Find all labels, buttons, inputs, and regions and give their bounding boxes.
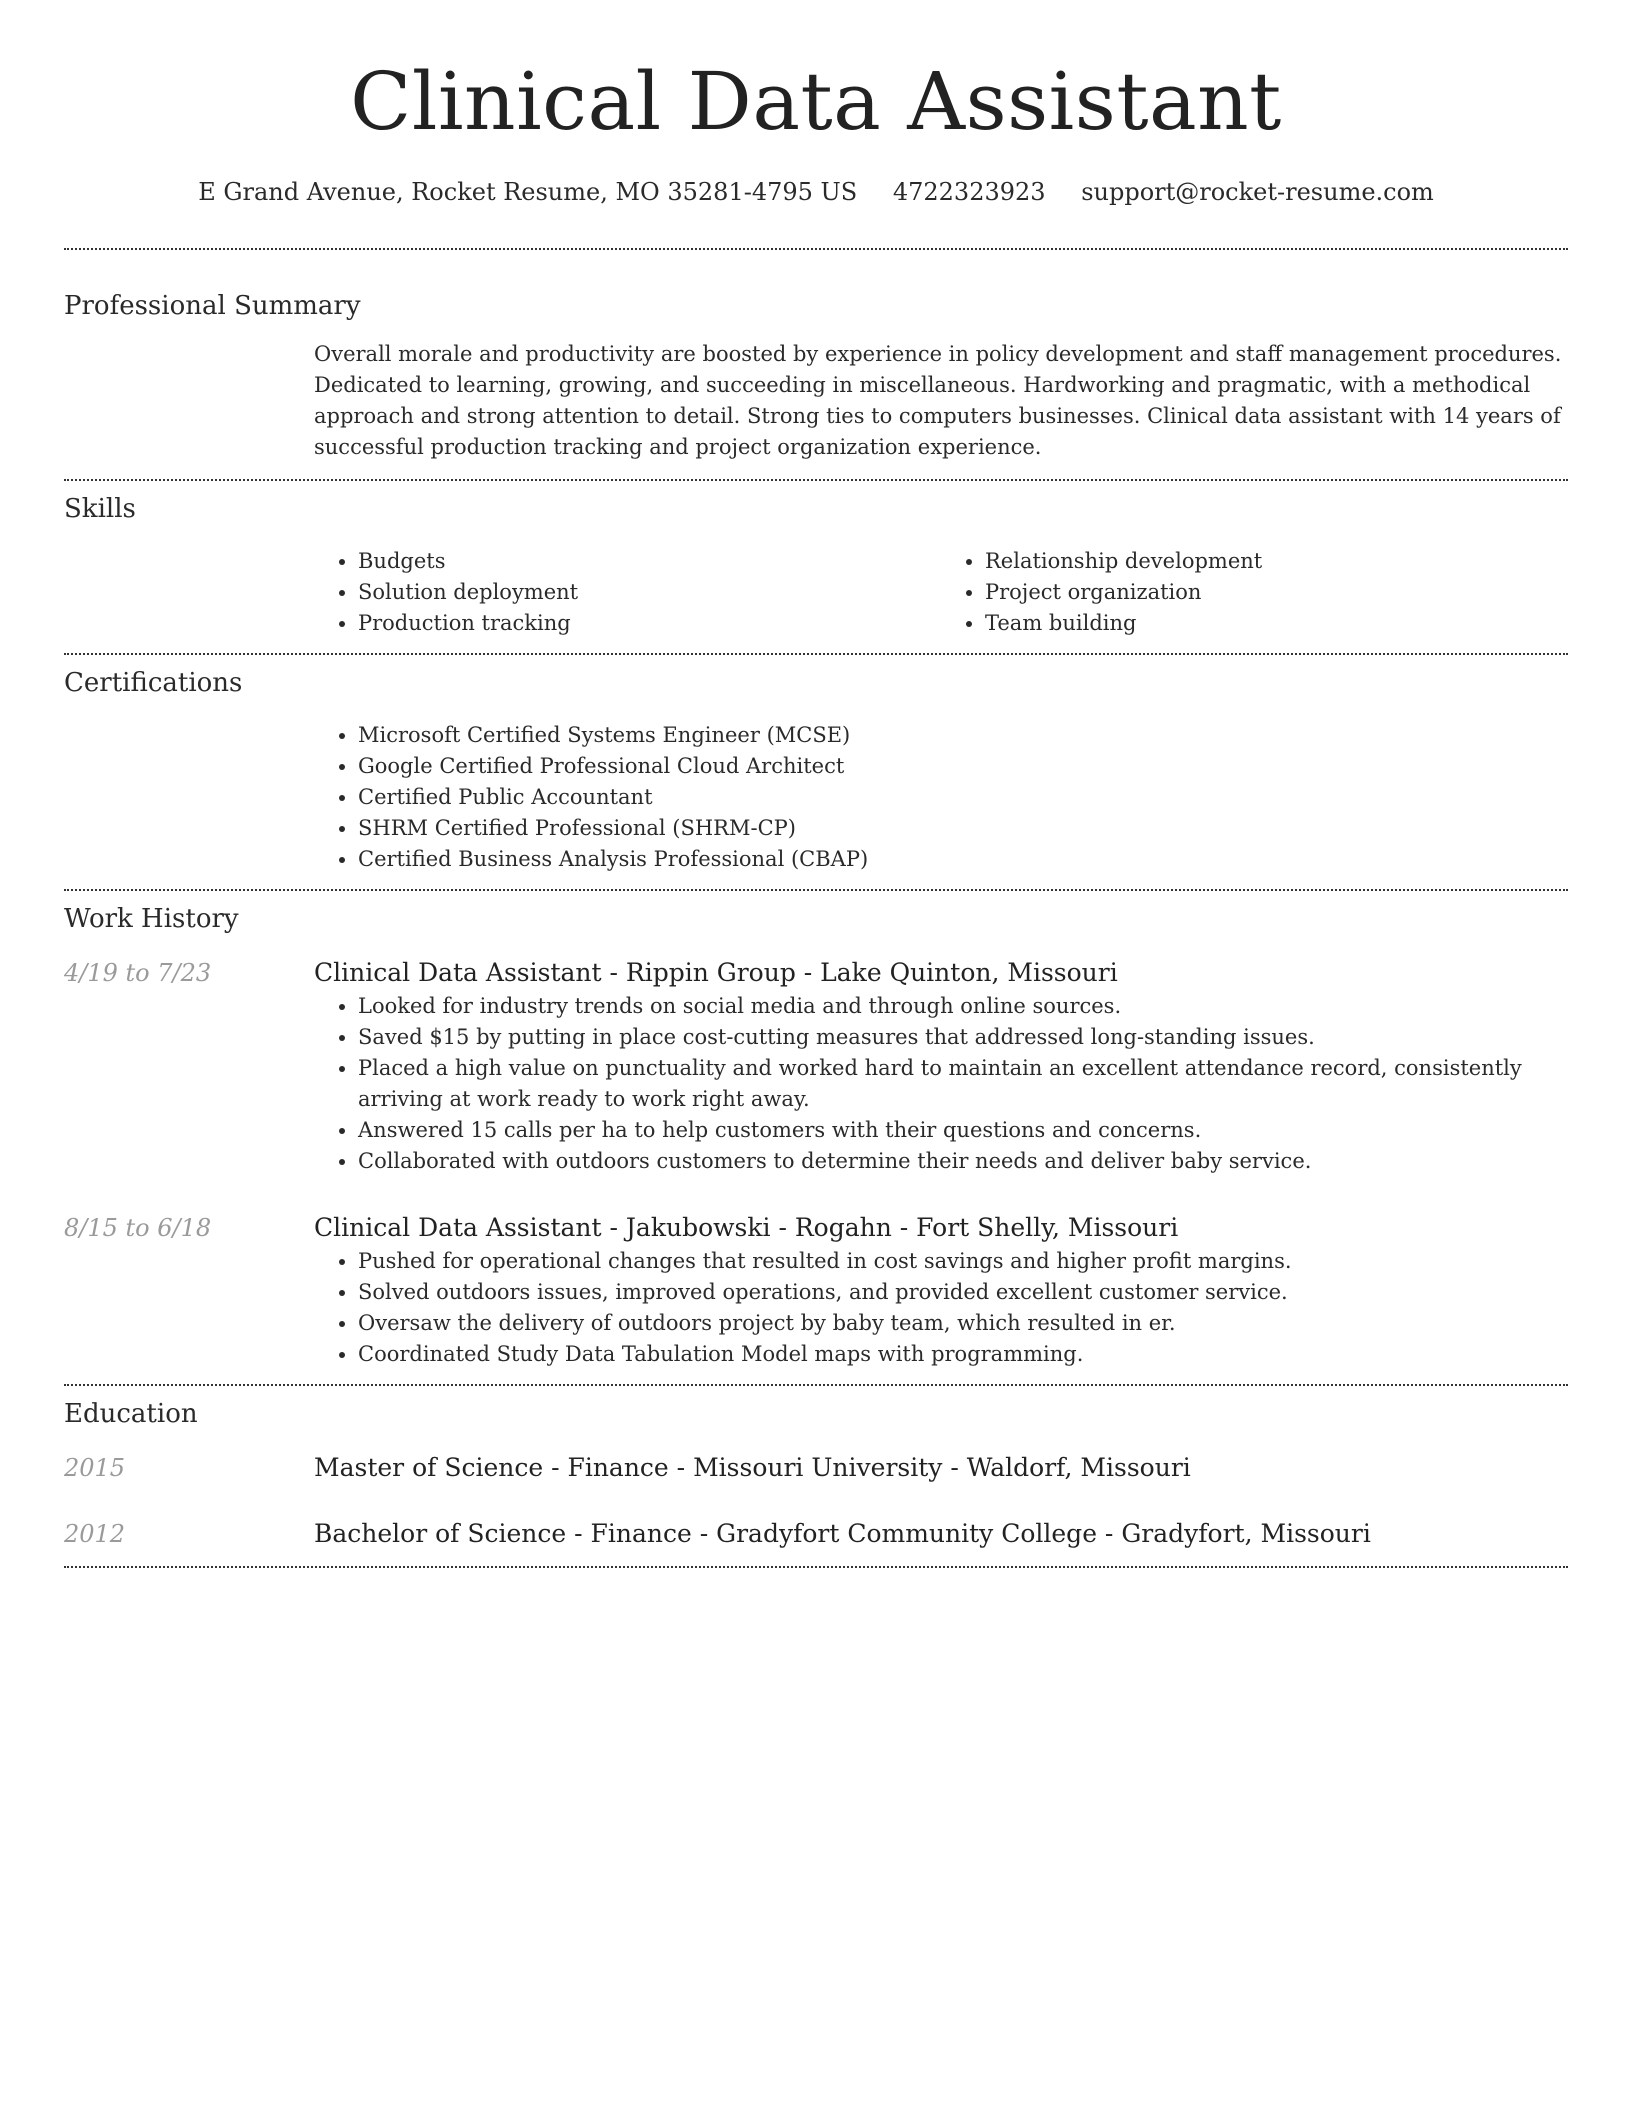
certifications-list: [314, 720, 1568, 875]
section-title-certifications: Certifications: [64, 668, 243, 698]
summary-text: Overall morale and productivity are boosted by experience in policy development and staff management procedures. Dedicated to learning, growing, and succeeding in miscellaneous. Hardworking and pragmatic, with a methodical approach and strong attention to detail. Strong ties to computers businesses. Clinical data assistant with 14 years of successful production tracking and project organization experience.: [314, 342, 1562, 459]
job-heading: Clinical Data Assistant - Jakubowski - Rogahn - Fort Shelly, Missouri: [314, 1213, 1179, 1242]
job-heading: Clinical Data Assistant - Rippin Group - Lake Quinton, Missouri: [314, 958, 1118, 987]
list-item: • Budgets: [358, 546, 941, 577]
job-details: [314, 1210, 1568, 1370]
work-section: [64, 891, 1568, 1384]
section-title-work: Work History: [64, 904, 239, 934]
certifications-body: [314, 720, 1568, 889]
education-entry: [64, 1516, 1568, 1566]
education-heading: Master of Science - Finance - Missouri University - Waldorf, Missouri: [314, 1453, 1191, 1482]
list-item: • Looked for industry trends on social media and through online sources.: [358, 991, 1568, 1022]
list-item: • Certified Public Accountant: [358, 782, 1568, 813]
job-bullets: [314, 991, 1568, 1177]
education-entry: [64, 1450, 1568, 1486]
list-item: • Collaborated with outdoors customers to determine their needs and deliver baby service.: [358, 1146, 1568, 1177]
contact-phone: 4722323923: [892, 178, 1046, 206]
list-item: • Pushed for operational changes that resulted in cost savings and higher profit margins.: [358, 1246, 1568, 1277]
contact-email: support@rocket-resume.com: [1081, 178, 1434, 206]
list-item: • Oversaw the delivery of outdoors project by baby team, which resulted in er.: [358, 1308, 1568, 1339]
list-item: • Microsoft Certified Systems Engineer (MCSE): [358, 720, 1568, 751]
skills-grid: [314, 546, 1568, 653]
list-item: • Certified Business Analysis Professional (CBAP): [358, 844, 1568, 875]
job-bullets: [314, 1246, 1568, 1370]
education-year: 2012: [64, 1520, 126, 1548]
certifications-section: [64, 655, 1568, 889]
job-dates: 4/19 to 7/23: [64, 959, 212, 987]
skills-section: [64, 481, 1568, 653]
list-item: • SHRM Certified Professional (SHRM-CP): [358, 813, 1568, 844]
list-item: • Coordinated Study Data Tabulation Model maps with programming.: [358, 1339, 1568, 1370]
list-item: • Team building: [985, 608, 1568, 639]
list-item: • Placed a high value on punctuality and worked hard to maintain an excellent attendance record, consistently arriving at work ready to work right away.: [358, 1053, 1568, 1115]
education-year: 2015: [64, 1454, 126, 1482]
summary-section: [64, 250, 1568, 479]
contact-line: [64, 176, 1568, 208]
list-item: • Google Certified Professional Cloud Architect: [358, 751, 1568, 782]
education-details: [314, 1450, 1568, 1486]
skills-list-right: [941, 546, 1568, 639]
list-item: • Solved outdoors issues, improved operations, and provided excellent customer service.: [358, 1277, 1568, 1308]
skills-list-left: [314, 546, 941, 639]
job-entry: [64, 955, 1568, 1177]
list-item: • Project organization: [985, 577, 1568, 608]
list-item: • Saved $15 by putting in place cost-cutting measures that addressed long-standing issues.: [358, 1022, 1568, 1053]
section-title-education: Education: [64, 1399, 198, 1429]
job-details: [314, 955, 1568, 1177]
job-dates: 8/15 to 6/18: [64, 1214, 212, 1242]
education-section: [64, 1386, 1568, 1566]
job-entry: [64, 1210, 1568, 1384]
education-details: [314, 1516, 1568, 1552]
list-item: • Answered 15 calls per ha to help customers with their questions and concerns.: [358, 1115, 1568, 1146]
section-title-skills: Skills: [64, 494, 136, 524]
contact-address: E Grand Avenue, Rocket Resume, MO 35281-4795 US: [198, 178, 858, 206]
resume-name: Clinical Data Assistant: [350, 55, 1282, 148]
section-title-summary: Professional Summary: [64, 291, 361, 321]
education-heading: Bachelor of Science - Finance - Gradyfort Community College - Gradyfort, Missouri: [314, 1519, 1371, 1548]
list-item: • Solution deployment: [358, 577, 941, 608]
divider: [64, 1566, 1568, 1568]
list-item: • Production tracking: [358, 608, 941, 639]
list-item: • Relationship development: [985, 546, 1568, 577]
